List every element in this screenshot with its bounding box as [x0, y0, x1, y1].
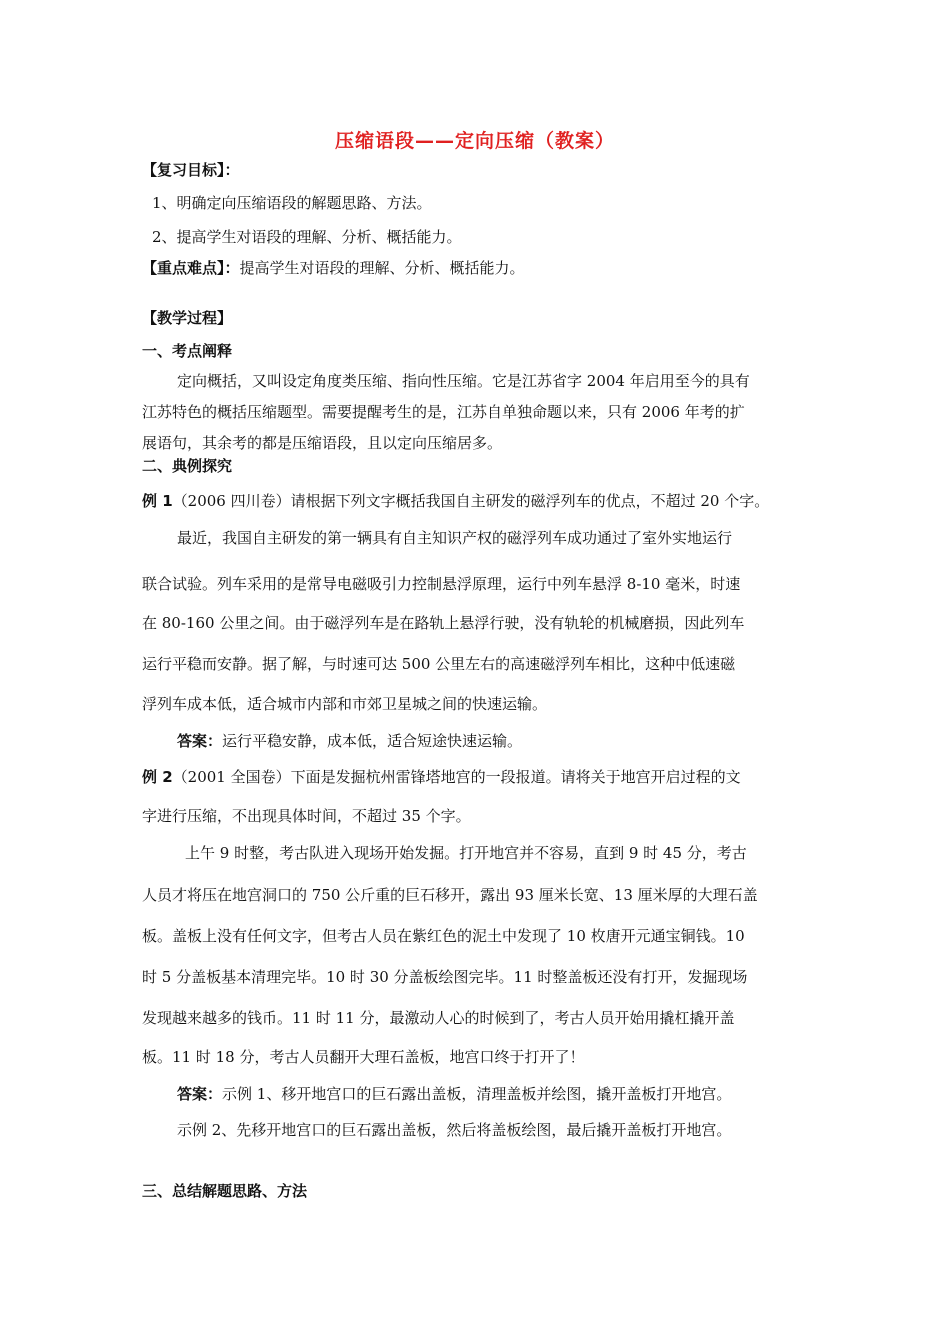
example1-line: 在 80-160 公里之间。由于磁浮列车是在路轨上悬浮行驶，没有轨轮的机械磨损，因此列车: [142, 614, 745, 632]
page-title: 压缩语段——定向压缩（教案）: [334, 130, 615, 152]
example2-line: 板。盖板上没有任何文字，但考古人员在紫红色的泥土中发现了 10 枚唐开元通宝铜钱。10: [142, 927, 745, 945]
example2-prompt: [142, 767, 741, 787]
example2-prompt-line2: 字进行压缩，不出现具体时间，不超过 35 个字。: [142, 807, 471, 825]
example1-answer-label: 答案：: [177, 732, 223, 750]
section3-heading: 三、总结解题思路、方法: [142, 1182, 308, 1200]
example1-answer-text: 运行平稳安静，成本低，适合短途快速运输。: [222, 732, 523, 750]
example2-line: 上午 9 时整，考古队进入现场开始发掘。打开地宫并不容易，直到 9 时 45 分，考古: [185, 844, 747, 862]
example1-prompt: [142, 491, 769, 511]
goals-heading: 【复习目标】：: [142, 161, 240, 179]
example1-prompt-text: （2006 四川卷）请根据下列文字概括我国自主研发的磁浮列车的优点，不超过 20 个字。: [172, 492, 770, 510]
example1-answer: [177, 731, 522, 751]
example2-line: 人员才将压在地宫洞口的 750 公斤重的巨石移开，露出 93 厘米长宽、13 厘米厚的大理石盖: [142, 886, 758, 904]
example2-answer-text-1: 示例 1、移开地宫口的巨石露出盖板，清理盖板并绘图，撬开盖板打开地宫。: [222, 1085, 732, 1103]
example2-label: 例 2: [142, 768, 173, 786]
process-heading: 【教学过程】: [142, 309, 233, 327]
goal-item-2: 2、提高学生对语段的理解、分析、概括能力。: [152, 228, 462, 246]
example2-prompt-text: （2001 全国卷）下面是发掘杭州雷锋塔地宫的一段报道。请将关于地宫开启过程的文: [172, 768, 741, 786]
example2-answer-label: 答案：: [177, 1085, 223, 1103]
section1-line: 江苏特色的概括压缩题型。需要提醒考生的是，江苏自单独命题以来，只有 2006 年考的扩: [142, 403, 745, 421]
key-difficulty: [142, 258, 525, 278]
section1-line: 定向概括，又叫设定角度类压缩、指向性压缩。它是江苏省字 2004 年启用至今的具有: [177, 372, 750, 390]
example2-line: 时 5 分盖板基本清理完毕。10 时 30 分盖板绘图完毕。11 时整盖板还没有打开，发掘现场: [142, 968, 748, 986]
section1-heading: 一、考点阐释: [142, 342, 233, 360]
section2-heading: 二、典例探究: [142, 457, 233, 475]
example2-answer-1: [177, 1084, 731, 1104]
key-difficulty-label: 【重点难点】：: [142, 259, 240, 277]
example1-label: 例 1: [142, 492, 173, 510]
goal-item-1: 1、明确定向压缩语段的解题思路、方法。: [152, 194, 432, 212]
example2-line: 发现越来越多的钱币。11 时 11 分，最激动人心的时候到了，考古人员开始用撬杠撬开盖: [142, 1009, 735, 1027]
example2-line: 板。11 时 18 分，考古人员翻开大理石盖板，地宫口终于打开了！: [142, 1048, 585, 1066]
example1-line: 最近，我国自主研发的第一辆具有自主知识产权的磁浮列车成功通过了室外实地运行: [177, 529, 733, 547]
example1-line: 运行平稳而安静。据了解，与时速可达 500 公里左右的高速磁浮列车相比，这种中低速磁: [142, 655, 736, 673]
example2-answer-2: 示例 2、先移开地宫口的巨石露出盖板，然后将盖板绘图，最后撬开盖板打开地宫。: [177, 1121, 732, 1139]
key-difficulty-text: 提高学生对语段的理解、分析、概括能力。: [239, 259, 525, 277]
section1-line: 展语句，其余考的都是压缩语段，且以定向压缩居多。: [142, 434, 503, 452]
example1-line: 联合试验。列车采用的是常导电磁吸引力控制悬浮原理，运行中列车悬浮 8-10 毫米，时速: [142, 575, 741, 593]
example1-line: 浮列车成本低，适合城市内部和市郊卫星城之间的快速运输。: [142, 695, 548, 713]
